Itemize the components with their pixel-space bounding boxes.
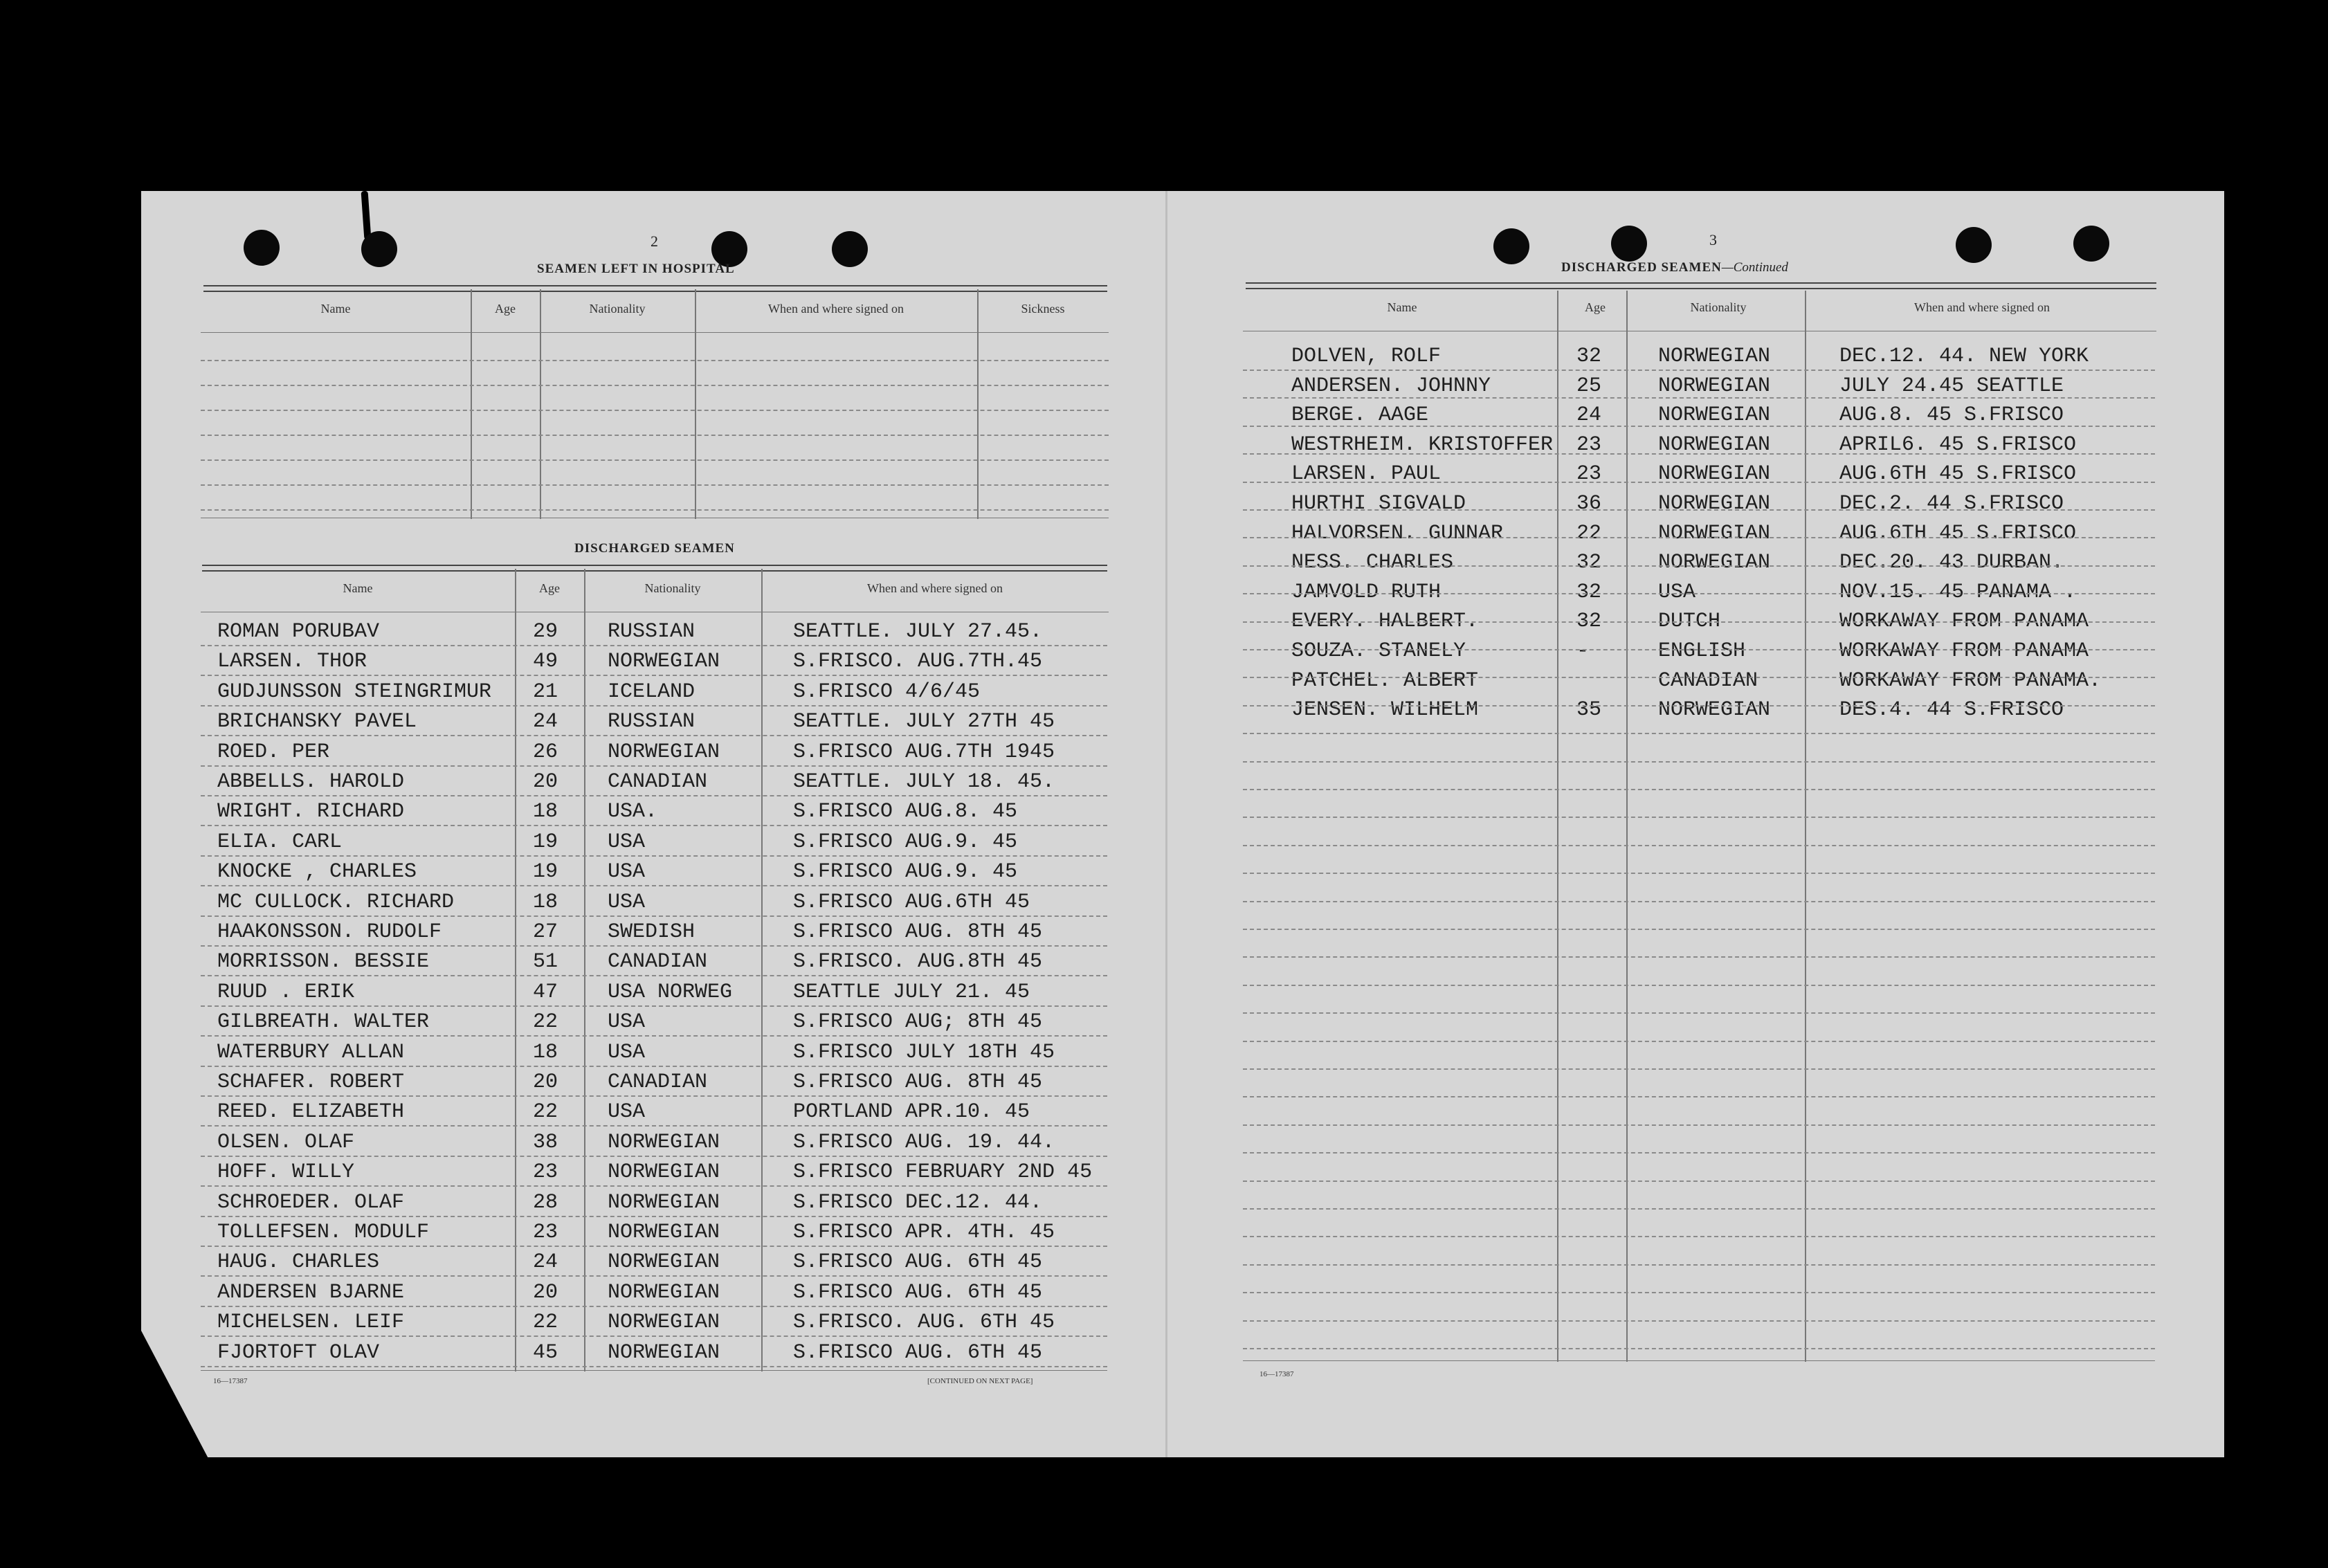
ruled-line [1243,1041,2155,1042]
signed-on: S.FRISCO AUG.6TH 45 [793,891,1030,914]
signed-on: DES.4. 44 S.FRISCO [1839,698,2064,722]
ruled-line [1243,956,2155,958]
discharged-section-title: DISCHARGED SEAMEN [574,541,735,556]
ruled-line [201,885,1107,886]
seaman-nationality: NORWEGIAN [608,1250,720,1274]
seaman-name: ELIA. CARL [217,830,343,854]
punch-hole-icon [832,231,868,267]
seaman-age: 18 [533,891,558,914]
seaman-name: ABBELLS. HAROLD [217,770,405,794]
signed-on: S.FRISCO DEC.12. 44. [793,1191,1043,1214]
signed-on: NOV.15. 45 PANAMA . [1839,581,2077,604]
form-number: 16—17387 [1260,1370,1294,1378]
seaman-name: HURTHI SIGVALD [1291,492,1466,516]
seaman-age: 24 [1576,403,1602,427]
seaman-name: SOUZA. STANELY [1291,639,1466,663]
ruled-line [201,1246,1107,1247]
column-divider [1805,291,1806,1362]
ruled-line [1243,649,2155,650]
signed-on: WORKAWAY FROM PANAMA [1839,639,2089,663]
seaman-nationality: NORWEGIAN [1658,492,1771,516]
ruled-line [1243,733,2155,734]
column-header: Name [1387,300,1417,314]
ruled-line [1243,509,2155,511]
seaman-nationality: NORWEGIAN [1658,462,1771,486]
signed-on: SEATTLE JULY 21. 45 [793,981,1030,1004]
punch-hole-icon [1493,228,1529,264]
ruled-line [201,1366,1107,1367]
seaman-nationality: NORWEGIAN [608,1311,720,1334]
seaman-name: JAMVOLD RUTH [1291,581,1442,604]
seaman-name: GUDJUNSSON STEINGRIMUR [217,680,492,704]
ruled-line [1243,1236,2155,1237]
seaman-age: 18 [533,800,558,823]
column-header: Name [343,581,373,595]
ruled-line [1243,370,2155,371]
seaman-name: REED. ELIZABETH [217,1100,405,1124]
ruled-line [201,484,1109,486]
ruled-line [1243,929,2155,930]
column-header: When and where signed on [867,581,1003,595]
column-divider [515,569,516,1371]
seaman-nationality: ENGLISH [1658,639,1746,663]
page-fold [1165,191,1167,1457]
seaman-nationality: USA. [608,800,658,823]
ruled-line [201,509,1109,511]
ruled-line [201,1005,1107,1007]
seaman-nationality: NORWEGIAN [608,1160,720,1184]
column-divider [584,569,585,1371]
seaman-nationality: NORWEGIAN [608,650,720,673]
punch-hole-icon [361,231,397,267]
seaman-name: KNOCKE , CHARLES [217,860,417,884]
ruled-line [201,1275,1107,1277]
ruled-line [1243,1096,2155,1097]
seaman-nationality: CANADIAN [1658,669,1758,693]
seaman-nationality: NORWEGIAN [1658,433,1771,457]
seaman-nationality: CANADIAN [608,1070,708,1094]
seaman-age: 35 [1576,698,1602,722]
seaman-nationality: USA [608,830,646,854]
ruled-line [201,855,1107,857]
column-divider [1626,291,1628,1362]
seaman-name: DOLVEN, ROLF [1291,345,1442,368]
hospital-header-rule [203,285,1107,292]
seaman-age: 51 [533,950,558,974]
ruled-line [1243,537,2155,538]
seaman-age: 27 [533,920,558,944]
ruled-line [201,645,1107,646]
ruled-line [1243,705,2155,706]
column-header: Age [539,581,560,595]
signed-on: DEC.12. 44. NEW YORK [1839,345,2089,368]
ruled-line [1243,453,2155,455]
signed-on: SEATTLE. JULY 27.45. [793,620,1043,644]
seaman-age: 45 [533,1341,558,1365]
column-header: Nationality [644,581,701,595]
seaman-nationality: RUSSIAN [608,710,695,733]
signed-on: S.FRISCO AUG.9. 45 [793,830,1018,854]
seaman-age: 22 [1576,522,1602,545]
seaman-name: WRIGHT. RICHARD [217,800,405,823]
ruled-line [201,459,1109,461]
signed-on: S.FRISCO AUG. 6TH 45 [793,1341,1043,1365]
ruled-line [1243,1152,2155,1154]
ruled-line [201,825,1107,826]
seaman-age: 22 [533,1100,558,1124]
seaman-age: 24 [533,1250,558,1274]
seaman-name: ROED. PER [217,740,330,764]
seaman-nationality: NORWEGIAN [608,1221,720,1244]
seaman-nationality: USA [608,1041,646,1064]
column-header: Nationality [589,302,646,316]
ruled-line [1243,397,2155,399]
seaman-nationality: USA [608,891,646,914]
signed-on: S.FRISCO. AUG. 6TH 45 [793,1311,1055,1334]
right-header-rule [1246,282,2156,289]
ruled-line [1243,1208,2155,1210]
ruled-line [201,675,1107,676]
column-header: When and where signed on [1914,300,2050,314]
ruled-line [201,1125,1107,1127]
ruled-line [1243,565,2155,567]
form-number: 16—17387 [213,1377,248,1385]
seaman-nationality: NORWEGIAN [608,1191,720,1214]
signed-on: AUG.8. 45 S.FRISCO [1839,403,2064,427]
signed-on: DEC.2. 44 S.FRISCO [1839,492,2064,516]
ruled-line [1243,761,2155,763]
seaman-age: 49 [533,650,558,673]
seaman-name: LARSEN. PAUL [1291,462,1442,486]
ruled-line [201,1066,1107,1067]
ruled-line [1243,621,2155,623]
hospital-header-underline [201,332,1109,333]
seaman-age: 26 [533,740,558,764]
ruled-line [1243,901,2155,902]
seaman-age: 20 [533,1281,558,1304]
seaman-name: TOLLEFSEN. MODULF [217,1221,430,1244]
ruled-line [201,1095,1107,1097]
ruled-line [201,705,1107,706]
seaman-age: 32 [1576,345,1602,368]
column-header: When and where signed on [768,302,904,316]
signed-on: S.FRISCO. AUG.7TH.45 [793,650,1043,673]
ruled-line [201,1156,1107,1157]
seaman-age: 36 [1576,492,1602,516]
ruled-line [201,735,1107,736]
signed-on: DEC.20. 43 DURBAN. [1839,551,2064,574]
seaman-name: MC CULLOCK. RICHARD [217,891,455,914]
signed-on: S.FRISCO AUG. 6TH 45 [793,1250,1043,1274]
signed-on: SEATTLE. JULY 18. 45. [793,770,1055,794]
ruled-line [1243,1068,2155,1070]
signed-on: S.FRISCO AUG; 8TH 45 [793,1010,1043,1034]
ruled-line [201,975,1107,976]
signed-on: S.FRISCO AUG. 8TH 45 [793,920,1043,944]
seaman-nationality: USA [608,860,646,884]
hospital-section-title: SEAMEN LEFT IN HOSPITAL [537,262,735,276]
ruled-line [201,945,1107,947]
ruled-line [201,795,1107,796]
seaman-name: ROMAN PORUBAV [217,620,380,644]
seaman-nationality: DUTCH [1658,610,1721,633]
punch-hole-icon [1956,227,1992,263]
seaman-nationality: NORWEGIAN [1658,403,1771,427]
seaman-age: 38 [533,1131,558,1154]
ruled-line [1243,482,2155,483]
signed-on: PORTLAND APR.10. 45 [793,1100,1030,1124]
seaman-age: 23 [1576,462,1602,486]
seaman-name: SCHROEDER. OLAF [217,1191,405,1214]
ruled-line [1243,1180,2155,1182]
ruled-line [201,1035,1107,1037]
seaman-age: 21 [533,680,558,704]
signed-on: SEATTLE. JULY 27TH 45 [793,710,1055,733]
seaman-name: MORRISSON. BESSIE [217,950,430,974]
ruled-line [1243,1012,2155,1014]
ruled-line [1243,1348,2155,1349]
seaman-name: EVERY. HALBERT. [1291,610,1479,633]
seaman-nationality: NORWEGIAN [1658,374,1771,398]
title-text: DISCHARGED SEAMEN [1561,260,1722,275]
seaman-nationality: USA [608,1010,646,1034]
seaman-nationality: NORWEGIAN [608,1341,720,1365]
title-suffix: —Continued [1721,260,1788,275]
seaman-age: 20 [533,1070,558,1094]
page-number: 2 [651,233,658,250]
seaman-name: HOFF. WILLY [217,1160,355,1184]
seaman-nationality: NORWEGIAN [1658,522,1771,545]
seaman-age: 23 [533,1160,558,1184]
signed-on: WORKAWAY FROM PANAMA [1839,610,2089,633]
seaman-age: 32 [1576,581,1602,604]
ruled-line [1243,1264,2155,1266]
seaman-age: 23 [533,1221,558,1244]
signed-on: S.FRISCO AUG.9. 45 [793,860,1018,884]
seaman-name: ANDERSEN BJARNE [217,1281,405,1304]
signed-on: S.FRISCO AUG. 6TH 45 [793,1281,1043,1304]
ruled-line [1243,677,2155,678]
column-header: Age [1585,300,1606,314]
column-header: Name [320,302,351,316]
signed-on: S.FRISCO AUG. 8TH 45 [793,1070,1043,1094]
ruled-line [1243,1124,2155,1126]
ruled-line [201,1306,1107,1307]
table-bottom-rule [1243,1360,2155,1361]
ruled-line [1243,1292,2155,1293]
seaman-age: 19 [533,830,558,854]
continued-note: [CONTINUED ON NEXT PAGE] [927,1377,1033,1385]
seaman-age: 32 [1576,610,1602,633]
seaman-name: HAAKONSSON. RUDOLF [217,920,442,944]
signed-on: S.FRISCO AUG.7TH 1945 [793,740,1055,764]
seaman-nationality: USA NORWEG [608,981,733,1004]
seaman-nationality: NORWEGIAN [1658,345,1771,368]
column-divider [761,569,763,1371]
seaman-age: 18 [533,1041,558,1064]
signed-on: S.FRISCO APR. 4TH. 45 [793,1221,1055,1244]
seaman-nationality: CANADIAN [608,950,708,974]
signed-on: APRIL6. 45 S.FRISCO [1839,433,2077,457]
signed-on: S.FRISCO FEBRUARY 2ND 45 [793,1160,1093,1184]
signed-on: AUG.6TH 45 S.FRISCO [1839,462,2077,486]
seaman-name: SCHAFER. ROBERT [217,1070,405,1094]
column-header: Sickness [1021,302,1065,316]
page-number: 3 [1709,231,1717,248]
ruled-line [201,410,1109,411]
seaman-nationality: NORWEGIAN [608,1131,720,1154]
seaman-age: 20 [533,770,558,794]
punch-hole-icon [244,230,280,266]
signed-on: S.FRISCO JULY 18TH 45 [793,1041,1055,1064]
ruled-line [1243,789,2155,790]
signed-on: WORKAWAY FROM PANAMA. [1839,669,2102,693]
seaman-nationality: NORWEGIAN [1658,698,1771,722]
seaman-age: 22 [533,1010,558,1034]
ruled-line [201,385,1109,386]
seaman-age: 19 [533,860,558,884]
seaman-name: LARSEN. THOR [217,650,367,673]
signed-on: S.FRISCO AUG.8. 45 [793,800,1018,823]
seaman-age: 28 [533,1191,558,1214]
ruled-line [1243,873,2155,874]
discharged-header-rule [202,565,1107,572]
signed-on: S.FRISCO AUG. 19. 44. [793,1131,1055,1154]
seaman-age: 47 [533,981,558,1004]
ruled-line [201,1335,1107,1337]
signed-on: S.FRISCO. AUG.8TH 45 [793,950,1043,974]
punch-hole-icon [2073,226,2109,262]
seaman-age: 22 [533,1311,558,1334]
seaman-name: ANDERSEN. JOHNNY [1291,374,1491,398]
signed-on: S.FRISCO 4/6/45 [793,680,981,704]
seaman-age: 32 [1576,551,1602,574]
seaman-name: JENSEN. WILHELM [1291,698,1479,722]
seaman-age: - [1576,639,1590,663]
seaman-name: NESS. CHARLES [1291,551,1454,574]
table-bottom-rule [201,1370,1107,1371]
seaman-name: GILBREATH. WALTER [217,1010,430,1034]
seaman-name: HAUG. CHARLES [217,1250,380,1274]
seaman-name: RUUD . ERIK [217,981,355,1004]
ruled-line [1243,985,2155,986]
ruled-line [201,1185,1107,1187]
ruled-line [201,360,1109,361]
ruled-line [201,765,1107,767]
ruled-line [201,915,1107,917]
ruled-line [1243,593,2155,594]
seaman-nationality: NORWEGIAN [608,1281,720,1304]
seaman-age: 25 [1576,374,1602,398]
seaman-nationality: USA [608,1100,646,1124]
signed-on: AUG.6TH 45 S.FRISCO [1839,522,2077,545]
seaman-nationality: USA [1658,581,1696,604]
seaman-age: 24 [533,710,558,733]
seaman-name: WESTRHEIM. KRISTOFFER [1291,433,1554,457]
seaman-name: FJORTOFT OLAV [217,1341,380,1365]
seaman-nationality: RUSSIAN [608,620,695,644]
seaman-age: 23 [1576,433,1602,457]
ruled-line [201,1216,1107,1217]
seaman-name: BRICHANSKY PAVEL [217,710,417,733]
ruled-line [1243,426,2155,427]
seaman-nationality: NORWEGIAN [1658,551,1771,574]
seaman-nationality: ICELAND [608,680,695,704]
seaman-nationality: SWEDISH [608,920,695,944]
column-header: Age [495,302,516,316]
seaman-name: MICHELSEN. LEIF [217,1311,405,1334]
ruled-line [201,435,1109,436]
seaman-nationality: NORWEGIAN [608,740,720,764]
punch-hole-icon [1611,226,1647,262]
ruled-line [1243,845,2155,846]
seaman-name: PATCHEL. ALBERT [1291,669,1479,693]
discharged-continued-title [1561,260,1788,275]
seaman-name: BERGE. AAGE [1291,403,1429,427]
column-divider [1557,291,1558,1362]
seaman-name: HALVORSEN. GUNNAR [1291,522,1504,545]
seaman-name: OLSEN. OLAF [217,1131,355,1154]
column-header: Nationality [1690,300,1747,314]
seaman-name: WATERBURY ALLAN [217,1041,405,1064]
seaman-nationality: CANADIAN [608,770,708,794]
ruled-line [1243,817,2155,818]
signed-on: JULY 24.45 SEATTLE [1839,374,2064,398]
seaman-age: 29 [533,620,558,644]
ruled-line [1243,1320,2155,1322]
